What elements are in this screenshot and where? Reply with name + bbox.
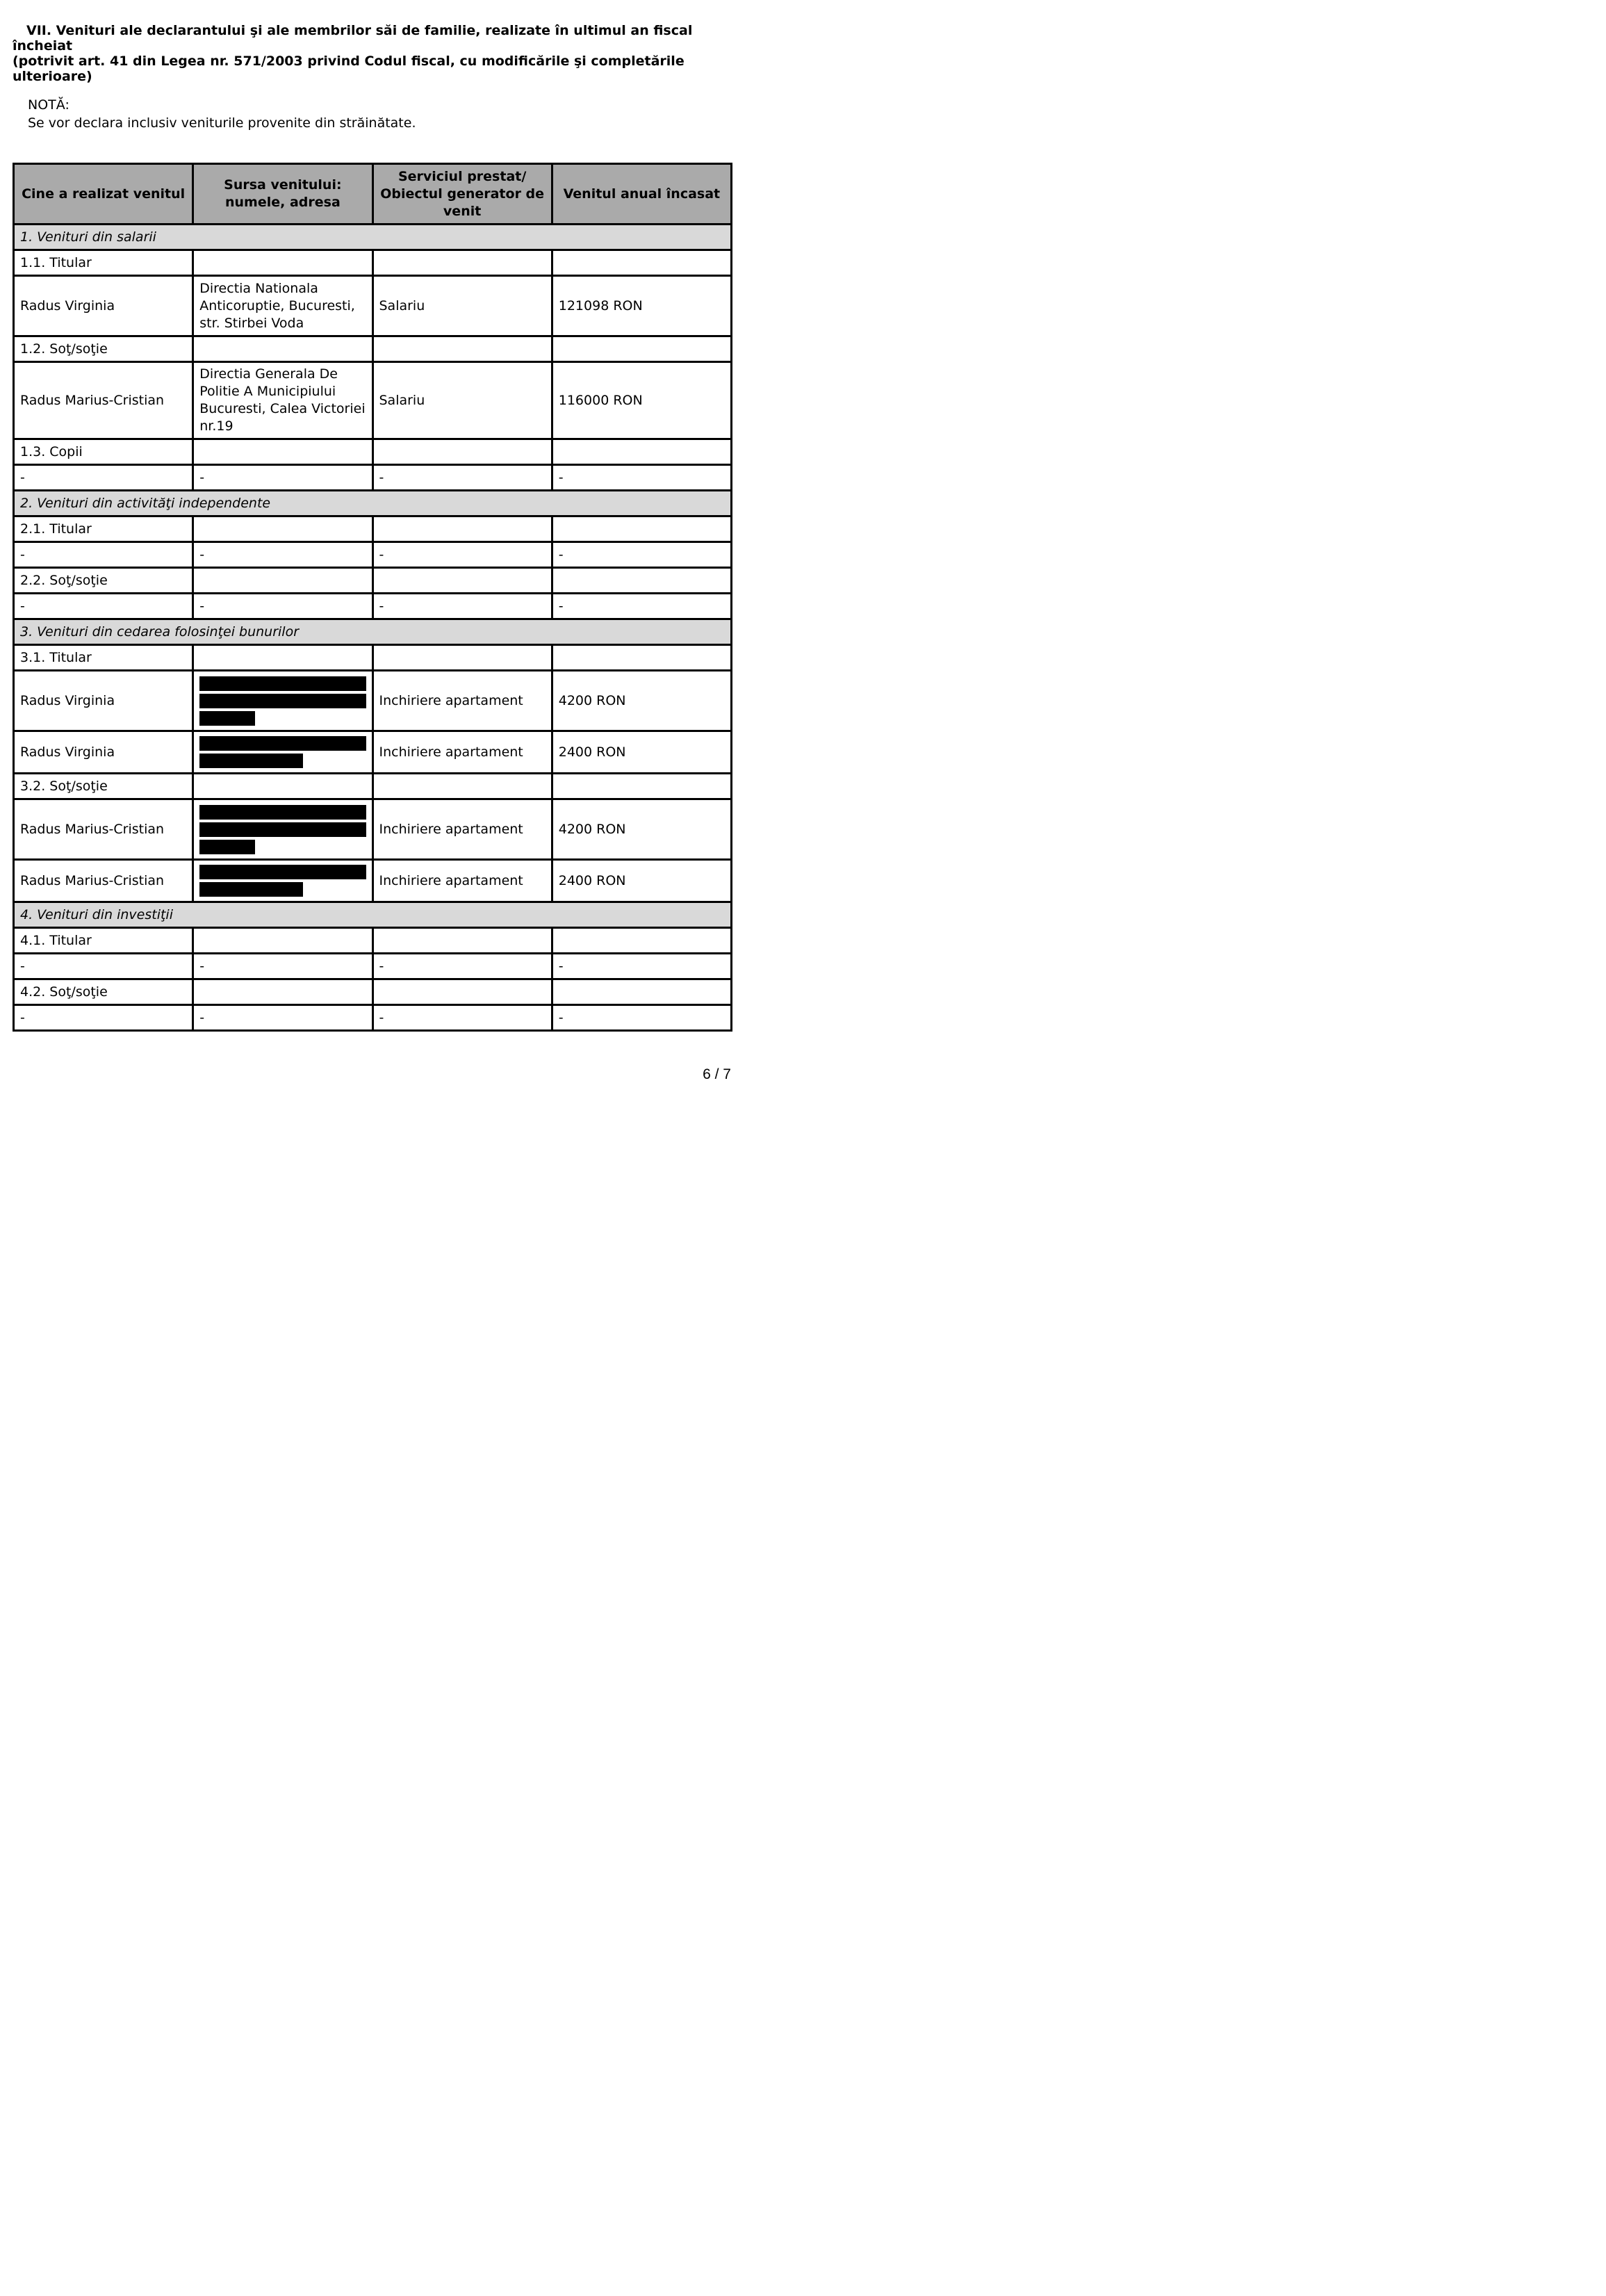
dash-cell: - xyxy=(193,594,372,619)
table-row xyxy=(14,860,732,902)
table-row xyxy=(14,516,732,542)
note-block xyxy=(28,96,416,132)
dash-cell: - xyxy=(14,542,193,568)
table-row xyxy=(14,465,732,491)
redaction-bar xyxy=(199,736,366,751)
cell-who: Radus Marius-Cristian xyxy=(14,362,193,439)
section-row-investments xyxy=(14,902,732,928)
cell-service: Salariu xyxy=(372,276,552,336)
table-row xyxy=(14,276,732,336)
cell-source-redacted xyxy=(193,671,372,731)
dash-cell: - xyxy=(372,594,552,619)
cell-income: 116000 RON xyxy=(552,362,731,439)
dash-cell: - xyxy=(372,1005,552,1031)
dash-cell: - xyxy=(193,954,372,979)
cell-source-redacted xyxy=(193,799,372,860)
header-source: Sursa venitului: numele, adresa xyxy=(193,164,372,225)
dash-cell: - xyxy=(552,465,731,491)
redaction-bar xyxy=(199,805,366,820)
table-row xyxy=(14,439,732,465)
subsection-label: 2.2. Soţ/soţie xyxy=(14,568,193,594)
cell-service: Inchiriere apartament xyxy=(372,799,552,860)
heading-line-1: VII. Venituri ale declarantului şi ale membrilor săi de familie, realizate în ultimul an fiscal încheiat xyxy=(13,23,693,54)
table-row xyxy=(14,799,732,860)
table-row xyxy=(14,954,732,979)
table-row xyxy=(14,362,732,439)
dash-cell: - xyxy=(14,465,193,491)
table-row xyxy=(14,645,732,671)
cell-income: 121098 RON xyxy=(552,276,731,336)
dash-cell: - xyxy=(14,954,193,979)
subsection-label: 1.2. Soţ/soţie xyxy=(14,336,193,362)
section-title: 1. Venituri din salarii xyxy=(14,225,732,250)
dash-cell: - xyxy=(552,594,731,619)
subsection-label: 4.2. Soţ/soţie xyxy=(14,979,193,1005)
cell-who: Radus Virginia xyxy=(14,731,193,774)
dash-cell: - xyxy=(552,1005,731,1031)
table-row xyxy=(14,250,732,276)
cell-service: Inchiriere apartament xyxy=(372,860,552,902)
cell-source-redacted xyxy=(193,860,372,902)
cell-income: 2400 RON xyxy=(552,860,731,902)
cell-who: Radus Virginia xyxy=(14,276,193,336)
page-number: 6 / 7 xyxy=(703,1066,731,1082)
subsection-label: 1.3. Copii xyxy=(14,439,193,465)
cell-source: Directia Nationala Anticoruptie, Bucuresti, str. Stirbei Voda xyxy=(193,276,372,336)
table-row xyxy=(14,1005,732,1031)
dash-cell: - xyxy=(552,954,731,979)
dash-cell: - xyxy=(193,465,372,491)
cell-income: 2400 RON xyxy=(552,731,731,774)
table-row xyxy=(14,979,732,1005)
table-row xyxy=(14,731,732,774)
dash-cell: - xyxy=(14,1005,193,1031)
subsection-label: 1.1. Titular xyxy=(14,250,193,276)
redaction-bar xyxy=(199,754,303,768)
header-service: Serviciul prestat/ Obiectul generator de venit xyxy=(372,164,552,225)
note-label: NOTĂ: xyxy=(28,97,69,113)
redaction-bar xyxy=(199,711,255,726)
section-title: 2. Venituri din activităţi independente xyxy=(14,491,732,516)
heading-line-2: (potrivit art. 41 din Legea nr. 571/2003 privind Codul fiscal, cu modificările şi completările xyxy=(13,54,685,69)
table-row xyxy=(14,568,732,594)
dash-cell: - xyxy=(193,1005,372,1031)
section-heading xyxy=(13,23,742,84)
cell-who: Radus Marius-Cristian xyxy=(14,799,193,860)
header-income: Venitul anual încasat xyxy=(552,164,731,225)
header-who: Cine a realizat venitul xyxy=(14,164,193,225)
subsection-label: 2.1. Titular xyxy=(14,516,193,542)
redaction-bar xyxy=(199,840,255,854)
dash-cell: - xyxy=(552,542,731,568)
section-title: 4. Venituri din investiţii xyxy=(14,902,732,928)
cell-source: Directia Generala De Politie A Municipiului Bucuresti, Calea Victoriei nr.19 xyxy=(193,362,372,439)
cell-service: Inchiriere apartament xyxy=(372,671,552,731)
cell-service: Inchiriere apartament xyxy=(372,731,552,774)
subsection-label: 3.2. Soţ/soţie xyxy=(14,774,193,799)
cell-service: Salariu xyxy=(372,362,552,439)
section-title: 3. Venituri din cedarea folosinţei bunurilor xyxy=(14,619,732,645)
section-row-property-use xyxy=(14,619,732,645)
redaction-bar xyxy=(199,882,303,897)
subsection-label: 3.1. Titular xyxy=(14,645,193,671)
cell-who: Radus Marius-Cristian xyxy=(14,860,193,902)
cell-income: 4200 RON xyxy=(552,799,731,860)
redaction-bar xyxy=(199,676,366,691)
income-table xyxy=(13,163,732,1032)
cell-who: Radus Virginia xyxy=(14,671,193,731)
table-row xyxy=(14,336,732,362)
dash-cell: - xyxy=(372,465,552,491)
cell-income: 4200 RON xyxy=(552,671,731,731)
dash-cell: - xyxy=(372,542,552,568)
dash-cell: - xyxy=(372,954,552,979)
dash-cell: - xyxy=(193,542,372,568)
note-text: Se vor declara inclusiv veniturile provenite din străinătate. xyxy=(28,115,416,131)
table-header-row xyxy=(14,164,732,225)
table-row xyxy=(14,774,732,799)
section-row-independent xyxy=(14,491,732,516)
cell-source-redacted xyxy=(193,731,372,774)
table-row xyxy=(14,594,732,619)
heading-line-3: ulterioare) xyxy=(13,69,92,84)
redaction-bar xyxy=(199,865,366,879)
redaction-bar xyxy=(199,694,366,708)
section-row-salaries xyxy=(14,225,732,250)
table-row xyxy=(14,671,732,731)
redaction-bar xyxy=(199,822,366,837)
table-row xyxy=(14,928,732,954)
table-row xyxy=(14,542,732,568)
subsection-label: 4.1. Titular xyxy=(14,928,193,954)
dash-cell: - xyxy=(14,594,193,619)
